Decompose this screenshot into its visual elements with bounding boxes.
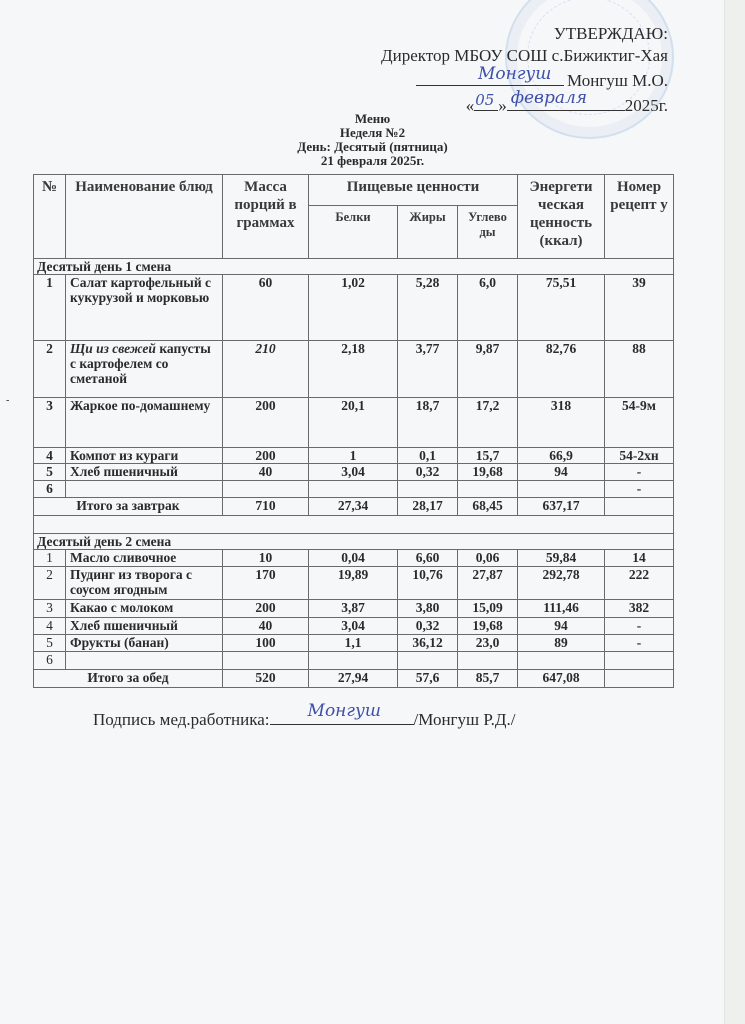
row-recipe: -: [605, 618, 674, 635]
row-name-rest: капусты с картофелем со сметаной: [70, 341, 211, 386]
medic-signature-label: Подпись мед.работника:: [93, 710, 270, 729]
row-fats: 5,28: [398, 275, 458, 341]
approval-block: [381, 0, 668, 117]
row-recipe: 222: [605, 567, 674, 600]
header-nutrition: Пищевые ценности: [309, 175, 518, 206]
header-proteins: Белки: [309, 206, 398, 259]
row-num: 5: [34, 635, 66, 652]
row-fats: 36,12: [398, 635, 458, 652]
row-proteins: 0,04: [309, 550, 398, 567]
row-fats: [398, 652, 458, 670]
director-name: Монгуш М.О.: [567, 71, 668, 90]
row-proteins: [309, 652, 398, 670]
row-mass: 10: [223, 550, 309, 567]
row-energy: 59,84: [518, 550, 605, 567]
table-row: [34, 550, 674, 567]
row-proteins: 1,02: [309, 275, 398, 341]
row-energy: 292,78: [518, 567, 605, 600]
menu-date: 21 февраля 2025г.: [320, 153, 425, 168]
row-num: 5: [34, 464, 66, 481]
row-recipe: 382: [605, 600, 674, 618]
row-energy: [518, 652, 605, 670]
row-num: 2: [34, 341, 66, 398]
row-recipe: -: [605, 464, 674, 481]
row-name: Фрукты (банан): [66, 635, 223, 652]
row-mass: 40: [223, 618, 309, 635]
row-energy: 66,9: [518, 448, 605, 464]
table-row: [34, 448, 674, 464]
row-proteins: [309, 481, 398, 498]
total-recipe: [605, 670, 674, 688]
row-recipe: [605, 652, 674, 670]
row-name: Какао с молоком: [66, 600, 223, 618]
row-name: [66, 652, 223, 670]
row-name: [66, 341, 223, 398]
row-mass: 60: [223, 275, 309, 341]
date-year: 2025г.: [624, 96, 668, 115]
row-recipe: -: [605, 481, 674, 498]
row-num: 6: [34, 652, 66, 670]
date-day-line: [474, 92, 498, 111]
date-month: февраля: [510, 88, 588, 108]
row-carbs: [458, 652, 518, 670]
row-name: Хлеб пшеничный: [66, 618, 223, 635]
row-energy: 75,51: [518, 275, 605, 341]
row-proteins: 20,1: [309, 398, 398, 448]
row-carbs: 19,68: [458, 618, 518, 635]
row-mass: 210: [223, 341, 309, 398]
row-energy: 94: [518, 464, 605, 481]
row-num: 1: [34, 550, 66, 567]
row-name: [66, 481, 223, 498]
medic-name: /Монгуш Р.Д./: [413, 710, 516, 729]
table-row: [34, 464, 674, 481]
table-row: [34, 567, 674, 600]
row-name-italic: Щи из свежей: [70, 341, 156, 356]
table-row: [34, 652, 674, 670]
medic-signature: Монгуш: [307, 701, 381, 721]
row-fats: 0,32: [398, 618, 458, 635]
total-proteins: 27,34: [309, 498, 398, 516]
row-name: Пудинг из творога с соусом ягодным: [66, 567, 223, 600]
row-carbs: 19,68: [458, 464, 518, 481]
header-mass: Масса порций в граммах: [223, 175, 309, 259]
row-proteins: 3,04: [309, 618, 398, 635]
spacer-row: [34, 516, 674, 534]
week-number: Неделя №2: [339, 125, 406, 140]
date-close-quote: »: [498, 96, 507, 115]
row-mass: 200: [223, 448, 309, 464]
medic-signature-line: [270, 701, 414, 725]
table-row: [34, 618, 674, 635]
row-name: Компот из кураги: [66, 448, 223, 464]
approval-heading: УТВЕРЖДАЮ:: [553, 24, 668, 43]
row-fats: 0,32: [398, 464, 458, 481]
total-fats: 57,6: [398, 670, 458, 688]
row-carbs: 15,7: [458, 448, 518, 464]
row-num: 6: [34, 481, 66, 498]
row-energy: 111,46: [518, 600, 605, 618]
row-carbs: 15,09: [458, 600, 518, 618]
row-fats: [398, 481, 458, 498]
menu-table: [33, 174, 674, 688]
spacer-cell: [34, 516, 674, 534]
row-num: 3: [34, 600, 66, 618]
row-mass: 100: [223, 635, 309, 652]
row-mass: 40: [223, 464, 309, 481]
row-proteins: 3,87: [309, 600, 398, 618]
total-mass: 520: [223, 670, 309, 688]
approval-position: Директор МБОУ СОШ с.Бижиктиг-Хая: [381, 46, 668, 65]
row-proteins: 1,1: [309, 635, 398, 652]
row-carbs: 17,2: [458, 398, 518, 448]
row-proteins: 2,18: [309, 341, 398, 398]
row-recipe: 14: [605, 550, 674, 567]
row-num: 3: [34, 398, 66, 448]
medic-signature-block: [93, 701, 516, 730]
row-recipe: 54-9м: [605, 398, 674, 448]
total-row: [34, 498, 674, 516]
row-num: 2: [34, 567, 66, 600]
header-carbs: Углево ды: [458, 206, 518, 259]
day-label: День: Десятый (пятница): [297, 139, 448, 154]
table-row: [34, 481, 674, 498]
row-energy: [518, 481, 605, 498]
row-energy: 318: [518, 398, 605, 448]
table-row: [34, 635, 674, 652]
section-row: [34, 534, 674, 550]
row-name: Хлеб пшеничный: [66, 464, 223, 481]
header-fats: Жиры: [398, 206, 458, 259]
row-carbs: 6,0: [458, 275, 518, 341]
total-carbs: 85,7: [458, 670, 518, 688]
row-energy: 94: [518, 618, 605, 635]
row-fats: 0,1: [398, 448, 458, 464]
row-proteins: 1: [309, 448, 398, 464]
row-carbs: 0,06: [458, 550, 518, 567]
total-mass: 710: [223, 498, 309, 516]
row-mass: 200: [223, 600, 309, 618]
row-fats: 18,7: [398, 398, 458, 448]
row-recipe: 54-2хн: [605, 448, 674, 464]
total-energy: 647,08: [518, 670, 605, 688]
row-name: Масло сливочное: [66, 550, 223, 567]
row-num: 4: [34, 618, 66, 635]
row-proteins: 19,89: [309, 567, 398, 600]
header-energy: Энергети ческая ценность (ккал): [518, 175, 605, 259]
header-num: №: [34, 175, 66, 259]
row-recipe: 39: [605, 275, 674, 341]
section-title: Десятый день 1 смена: [34, 259, 674, 275]
row-energy: 89: [518, 635, 605, 652]
section-row: [34, 259, 674, 275]
menu-title-block: [0, 112, 745, 168]
row-mass: 200: [223, 398, 309, 448]
header-recipe: Номер рецепт у: [605, 175, 674, 259]
row-energy: 82,76: [518, 341, 605, 398]
table-row: [34, 341, 674, 398]
row-name: Жаркое по-домашнему: [66, 398, 223, 448]
date-open-quote: «: [465, 96, 475, 115]
row-name: Салат картофельный с кукурузой и морковью: [66, 275, 223, 341]
row-recipe: -: [605, 635, 674, 652]
header-name: Наименование блюд: [66, 175, 223, 259]
total-proteins: 27,94: [309, 670, 398, 688]
row-carbs: 9,87: [458, 341, 518, 398]
total-recipe: [605, 498, 674, 516]
menu-title: Меню: [354, 111, 391, 126]
date-day: 05: [475, 91, 495, 109]
total-energy: 637,17: [518, 498, 605, 516]
row-carbs: 23,0: [458, 635, 518, 652]
table-row: [34, 275, 674, 341]
director-signature: Монгуш: [478, 64, 552, 84]
director-signature-line: [416, 64, 564, 86]
row-proteins: 3,04: [309, 464, 398, 481]
section-title: Десятый день 2 смена: [34, 534, 674, 550]
row-num: 4: [34, 448, 66, 464]
row-fats: 6,60: [398, 550, 458, 567]
total-row: [34, 670, 674, 688]
date-month-line: [507, 88, 625, 111]
table-row: [34, 398, 674, 448]
row-num: 1: [34, 275, 66, 341]
row-carbs: [458, 481, 518, 498]
total-carbs: 68,45: [458, 498, 518, 516]
row-mass: [223, 652, 309, 670]
row-carbs: 27,87: [458, 567, 518, 600]
row-recipe: 88: [605, 341, 674, 398]
total-label: Итого за обед: [34, 670, 223, 688]
total-fats: 28,17: [398, 498, 458, 516]
row-fats: 3,77: [398, 341, 458, 398]
header-row: [34, 175, 674, 206]
total-label: Итого за завтрак: [34, 498, 223, 516]
row-fats: 3,80: [398, 600, 458, 618]
table-row: [34, 600, 674, 618]
row-fats: 10,76: [398, 567, 458, 600]
scan-speck: -: [6, 395, 10, 406]
row-mass: [223, 481, 309, 498]
row-mass: 170: [223, 567, 309, 600]
